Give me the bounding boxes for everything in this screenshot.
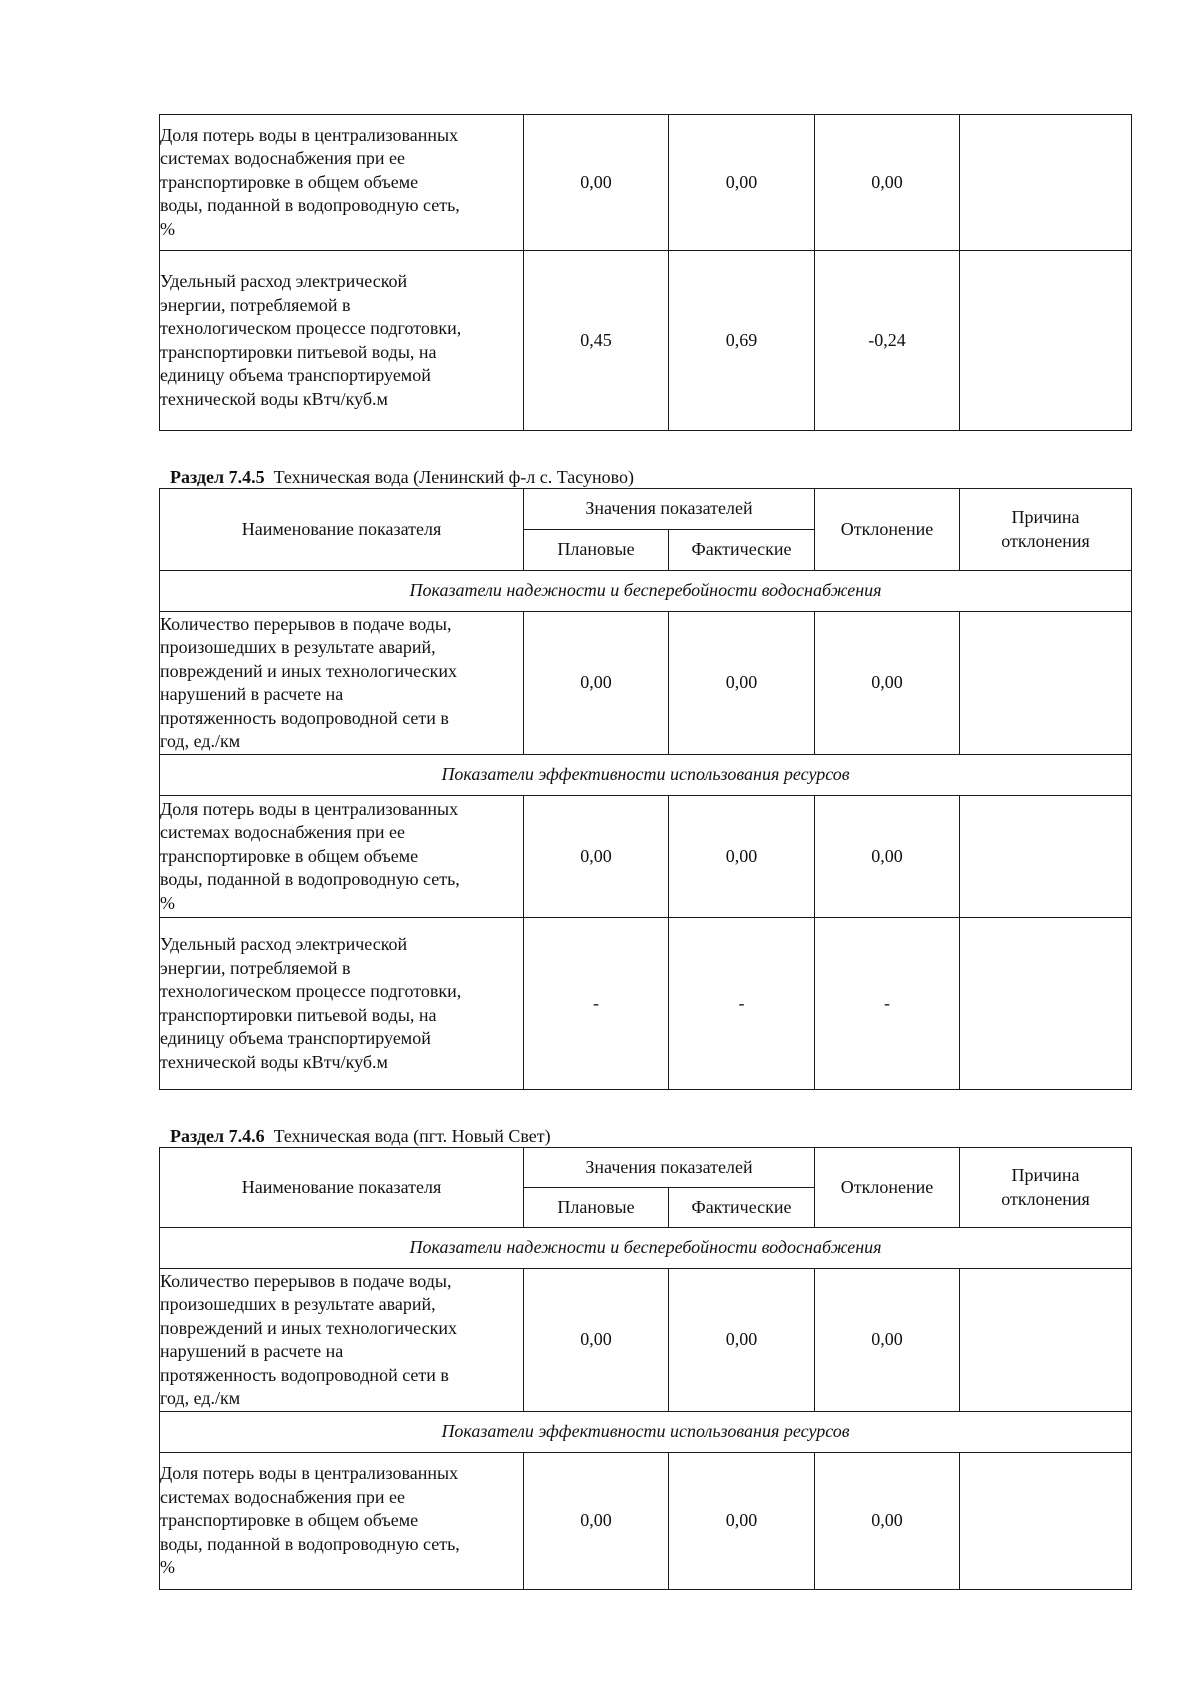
fact-value: 0,00 (669, 612, 815, 755)
section-table (159, 488, 1132, 1090)
header-fact: Фактические (669, 1188, 815, 1228)
section-title: Техническая вода (пгт. Новый Свет) (273, 1126, 551, 1146)
header-plan: Плановые (524, 1188, 669, 1228)
header-name: Наименование показателя (160, 1148, 524, 1228)
table-row (160, 1453, 1132, 1590)
table-row (160, 796, 1132, 918)
deviation-value: - (815, 918, 960, 1090)
group-row (160, 1412, 1132, 1453)
reason-value (960, 918, 1132, 1090)
fact-value: 0,00 (669, 115, 815, 251)
reason-value (960, 1453, 1132, 1590)
plan-value: 0,00 (524, 115, 669, 251)
plan-value: - (524, 918, 669, 1090)
deviation-value: 0,00 (815, 1453, 960, 1590)
group-title: Показатели эффективности использования ресурсов (160, 1412, 1132, 1453)
reason-value (960, 115, 1132, 251)
header-row (160, 489, 1132, 530)
table-row (160, 1269, 1132, 1412)
plan-value: 0,00 (524, 796, 669, 918)
plan-value: 0,45 (524, 251, 669, 431)
header-plan: Плановые (524, 530, 669, 571)
group-row (160, 1228, 1132, 1269)
header-row (160, 1148, 1132, 1188)
section-number: Раздел 7.4.5 (170, 467, 265, 487)
reason-value (960, 251, 1132, 431)
table-row (160, 251, 1132, 431)
plan-value: 0,00 (524, 1269, 669, 1412)
deviation-value: 0,00 (815, 796, 960, 918)
section-title: Техническая вода (Ленинский ф-л с. Тасуново) (273, 467, 635, 487)
table-row (160, 918, 1132, 1090)
fact-value: 0,69 (669, 251, 815, 431)
indicator-name: Удельный расход электрической энергии, потребляемой в технологическом процессе подготовки, транспортировки питьевой воды, на единицу объема транспортируемой технической воды кВтч/куб.м (160, 251, 524, 431)
reason-value (960, 796, 1132, 918)
group-title: Показатели надежности и бесперебойности водоснабжения (160, 1228, 1132, 1269)
fact-value: 0,00 (669, 1269, 815, 1412)
deviation-value: 0,00 (815, 1269, 960, 1412)
header-deviation: Отклонение (815, 1148, 960, 1228)
table-row (160, 115, 1132, 251)
group-title: Показатели эффективности использования ресурсов (160, 755, 1132, 796)
group-title: Показатели надежности и бесперебойности водоснабжения (160, 571, 1132, 612)
plan-value: 0,00 (524, 1453, 669, 1590)
indicator-name: Доля потерь воды в централизованных системах водоснабжения при ее транспортировке в общем объеме воды, поданной в водопроводную сеть, % (160, 1453, 524, 1590)
plan-value: 0,00 (524, 612, 669, 755)
section-number: Раздел 7.4.6 (170, 1126, 265, 1146)
group-row (160, 755, 1132, 796)
reason-value (960, 612, 1132, 755)
deviation-value: 0,00 (815, 115, 960, 251)
fact-value: 0,00 (669, 796, 815, 918)
header-reason: Причина отклонения (960, 489, 1132, 571)
deviation-value: -0,24 (815, 251, 960, 431)
section-heading (170, 1125, 551, 1147)
header-reason: Причина отклонения (960, 1148, 1132, 1228)
indicator-name: Количество перерывов в подаче воды, произошедших в результате аварий, повреждений и иных технологических нарушений в расчете на протяженность водопроводной сети в год, ед./км (160, 612, 524, 755)
section-table (159, 1147, 1132, 1590)
section-heading (170, 466, 634, 488)
header-values: Значения показателей (524, 1148, 815, 1188)
fact-value: 0,00 (669, 1453, 815, 1590)
indicator-name: Доля потерь воды в централизованных системах водоснабжения при ее транспортировке в общем объеме воды, поданной в водопроводную сеть, % (160, 796, 524, 918)
header-deviation: Отклонение (815, 489, 960, 571)
table-row (160, 612, 1132, 755)
header-name: Наименование показателя (160, 489, 524, 571)
group-row (160, 571, 1132, 612)
indicator-name: Доля потерь воды в централизованных системах водоснабжения при ее транспортировке в общем объеме воды, поданной в водопроводную сеть, % (160, 115, 524, 251)
indicator-name: Количество перерывов в подаче воды, произошедших в результате аварий, повреждений и иных технологических нарушений в расчете на протяженность водопроводной сети в год, ед./км (160, 1269, 524, 1412)
reason-value (960, 1269, 1132, 1412)
top-table (159, 114, 1132, 431)
header-values: Значения показателей (524, 489, 815, 530)
deviation-value: 0,00 (815, 612, 960, 755)
fact-value: - (669, 918, 815, 1090)
indicator-name: Удельный расход электрической энергии, потребляемой в технологическом процессе подготовки, транспортировки питьевой воды, на единицу объема транспортируемой технической воды кВтч/куб.м (160, 918, 524, 1090)
header-fact: Фактические (669, 530, 815, 571)
